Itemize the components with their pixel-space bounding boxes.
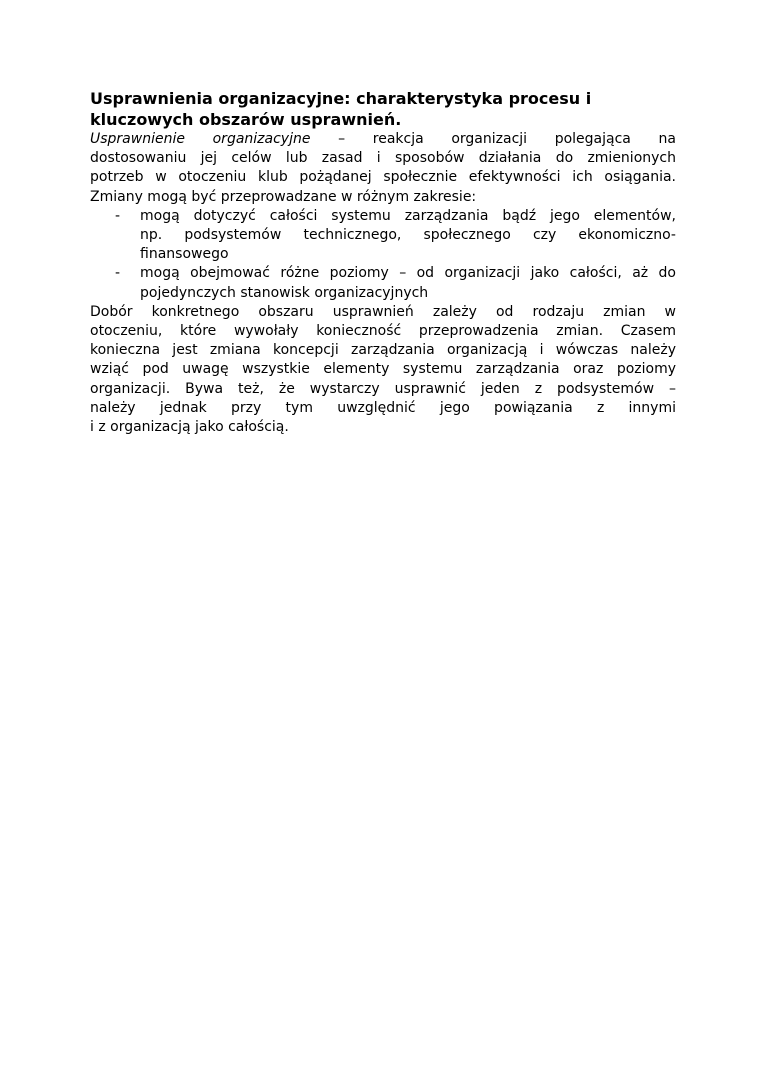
text-line: np. podsystemów technicznego, społecznego czy ekonomiczno- <box>140 227 676 244</box>
text-line: i z organizacją jako całością. <box>90 419 289 436</box>
text-line: potrzeb w otoczeniu klub pożądanej społecznie efektywności ich osiągania. <box>90 169 676 186</box>
text-line: wziąć pod uwagę wszystkie elementy systemu zarządzania oraz poziomy <box>90 361 676 378</box>
document-title <box>90 88 676 130</box>
text-line: pojedynczych stanowisk organizacyjnych <box>140 284 429 301</box>
text-line: należy jednak przy tym uwzględnić jego powiązania z innymi <box>90 399 676 416</box>
text-line: organizacji. Bywa też, że wystarczy usprawnić jeden z podsystemów – <box>90 380 676 397</box>
paragraph-body <box>90 303 676 437</box>
definition-term: Usprawnienie organizacyjne <box>90 131 311 147</box>
text-line <box>90 130 676 149</box>
bullet-list <box>90 207 676 303</box>
text-line: finansowego <box>140 246 229 263</box>
text-line: mogą dotyczyć całości systemu zarządzania bądź jego elementów, <box>140 207 676 224</box>
text-line: mogą obejmować różne poziomy – od organizacji jako całości, aż do <box>140 265 676 282</box>
text-line: Dobór konkretnego obszaru usprawnień zależy od rodzaju zmian w <box>90 303 676 320</box>
bullet-item <box>90 264 676 302</box>
title-line: Usprawnienia organizacyjne: charakterystyka procesu i <box>90 89 592 108</box>
bullet-marker: - <box>115 207 121 224</box>
bullet-item <box>90 207 676 265</box>
text-line: otoczeniu, które wywołały konieczność przeprowadzenia zmian. Czasem <box>90 323 676 340</box>
definition-text: – reakcja organizacji polegająca na <box>310 131 676 147</box>
text-line: konieczna jest zmiana koncepcji zarządzania organizacją i wówczas należy <box>90 342 676 359</box>
document-content <box>90 88 676 437</box>
text-line: dostosowaniu jej celów lub zasad i sposobów działania do zmienionych <box>90 150 676 167</box>
text-line: Zmiany mogą być przeprowadzane w różnym zakresie: <box>90 188 477 205</box>
title-line: kluczowych obszarów usprawnień. <box>90 110 402 129</box>
bullet-marker: - <box>115 265 121 282</box>
paragraph-definition <box>90 130 676 207</box>
